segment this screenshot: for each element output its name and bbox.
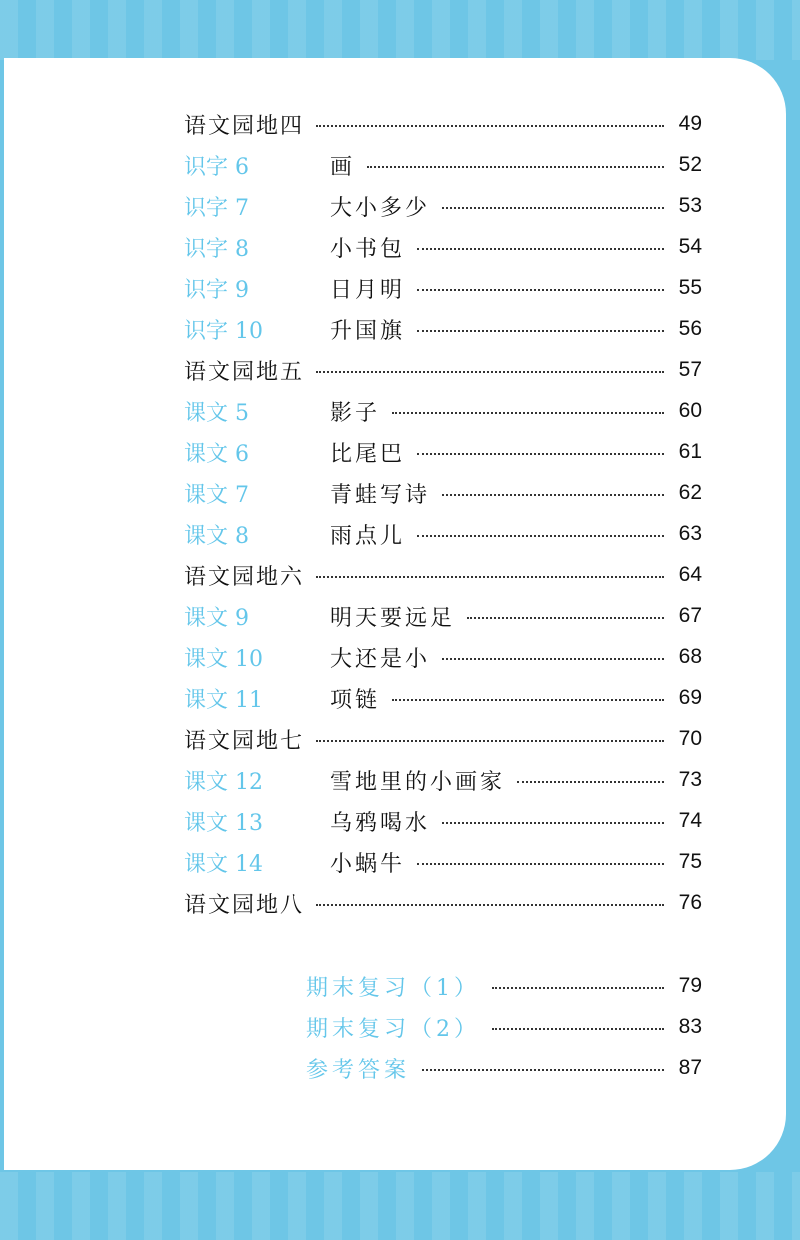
toc-review-entry: [306, 1007, 702, 1047]
lesson-title: 明天要远足: [330, 605, 456, 631]
toc-lesson-entry: [184, 391, 702, 431]
lesson-title: 小书包: [330, 236, 406, 262]
lesson-number: 课文 11: [184, 687, 263, 713]
page-number: 87: [678, 1056, 702, 1079]
page-number: 74: [678, 809, 702, 832]
toc-lesson-entry: [184, 186, 702, 226]
page-number: 61: [678, 440, 702, 463]
lesson-number: 课文 9: [184, 605, 249, 631]
dot-leader: [442, 658, 664, 660]
lesson-title: 大还是小: [330, 646, 431, 672]
review-label: 参考答案: [306, 1057, 411, 1083]
page-number: 70: [678, 727, 702, 750]
lesson-number: 识字 10: [184, 318, 263, 344]
page-number: 54: [678, 235, 702, 258]
review-label: 期末复习（1）: [306, 975, 480, 1001]
toc-lesson-entry: [184, 309, 702, 349]
page-number: 62: [678, 481, 702, 504]
toc-lesson-entry: [184, 514, 702, 554]
toc-lesson-entry: [184, 432, 702, 472]
review-label: 期末复习（2）: [306, 1016, 480, 1042]
dot-leader: [316, 740, 664, 742]
lesson-number: 识字 6: [184, 154, 249, 180]
lesson-number: 课文 14: [184, 851, 263, 877]
page-number: 83: [678, 1015, 702, 1038]
lesson-title: 乌鸦喝水: [330, 810, 431, 836]
lesson-title: 影子: [330, 400, 381, 426]
lesson-number: 识字 7: [184, 195, 249, 221]
dot-leader: [492, 987, 664, 989]
dot-leader: [442, 207, 664, 209]
lesson-title: 比尾巴: [330, 441, 406, 467]
toc-lesson-entry: [184, 637, 702, 677]
lesson-title: 日月明: [330, 277, 406, 303]
toc-lesson-entry: [184, 801, 702, 841]
page-number: 57: [678, 358, 702, 381]
toc-review-entry: [306, 966, 702, 1006]
toc-lesson-entry: [184, 227, 702, 267]
dot-leader: [417, 248, 664, 250]
dot-leader: [417, 330, 664, 332]
dot-leader: [467, 617, 664, 619]
dot-leader: [442, 494, 664, 496]
page-number: 69: [678, 686, 702, 709]
dot-leader: [417, 453, 664, 455]
page-number: 76: [678, 891, 702, 914]
page-number: 67: [678, 604, 702, 627]
section-label: 语文园地七: [184, 728, 305, 754]
page-number: 52: [678, 153, 702, 176]
toc-lesson-entry: [184, 268, 702, 308]
lesson-title: 大小多少: [330, 195, 431, 221]
dot-leader: [392, 699, 664, 701]
table-of-contents-page: [4, 58, 786, 1170]
page-number: 75: [678, 850, 702, 873]
dot-leader: [316, 125, 664, 127]
toc-section-entry: [184, 719, 702, 759]
toc-lesson-entry: [184, 678, 702, 718]
dot-leader: [392, 412, 664, 414]
lesson-number: 课文 13: [184, 810, 263, 836]
toc-section-entry: [184, 104, 702, 144]
lesson-title: 升国旗: [330, 318, 406, 344]
page-number: 63: [678, 522, 702, 545]
dot-leader: [417, 863, 664, 865]
toc-lesson-entry: [184, 596, 702, 636]
dot-leader: [492, 1028, 664, 1030]
lesson-title: 青蛙写诗: [330, 482, 431, 508]
lesson-title: 画: [330, 154, 356, 180]
page-number: 64: [678, 563, 702, 586]
lesson-title: 雪地里的小画家: [330, 769, 506, 795]
toc-lesson-entry: [184, 145, 702, 185]
toc-section-entry: [184, 555, 702, 595]
dot-leader: [316, 371, 664, 373]
dot-leader: [417, 289, 664, 291]
lesson-number: 课文 8: [184, 523, 249, 549]
toc-review-entry: [306, 1048, 702, 1088]
page-number: 79: [678, 974, 702, 997]
lesson-title: 小蜗牛: [330, 851, 406, 877]
dot-leader: [422, 1069, 664, 1071]
lesson-number: 课文 7: [184, 482, 249, 508]
page-number: 68: [678, 645, 702, 668]
lesson-number: 课文 5: [184, 400, 249, 426]
lesson-number: 识字 9: [184, 277, 249, 303]
toc-lesson-entry: [184, 842, 702, 882]
table-of-contents: [4, 58, 786, 1170]
dot-leader: [367, 166, 664, 168]
section-label: 语文园地五: [184, 359, 305, 385]
toc-section-entry: [184, 350, 702, 390]
section-label: 语文园地八: [184, 892, 305, 918]
lesson-number: 课文 10: [184, 646, 263, 672]
lesson-number: 课文 12: [184, 769, 263, 795]
page-number: 73: [678, 768, 702, 791]
section-label: 语文园地六: [184, 564, 305, 590]
dot-leader: [417, 535, 664, 537]
lesson-title: 项链: [330, 687, 381, 713]
page-number: 60: [678, 399, 702, 422]
lesson-title: 雨点儿: [330, 523, 406, 549]
page-number: 49: [678, 112, 702, 135]
section-label: 语文园地四: [184, 113, 305, 139]
lesson-number: 识字 8: [184, 236, 249, 262]
dot-leader: [316, 576, 664, 578]
page-number: 55: [678, 276, 702, 299]
lesson-number: 课文 6: [184, 441, 249, 467]
page-number: 56: [678, 317, 702, 340]
toc-lesson-entry: [184, 760, 702, 800]
page-number: 53: [678, 194, 702, 217]
toc-section-entry: [184, 883, 702, 923]
dot-leader: [517, 781, 664, 783]
toc-lesson-entry: [184, 473, 702, 513]
dot-leader: [316, 904, 664, 906]
dot-leader: [442, 822, 664, 824]
